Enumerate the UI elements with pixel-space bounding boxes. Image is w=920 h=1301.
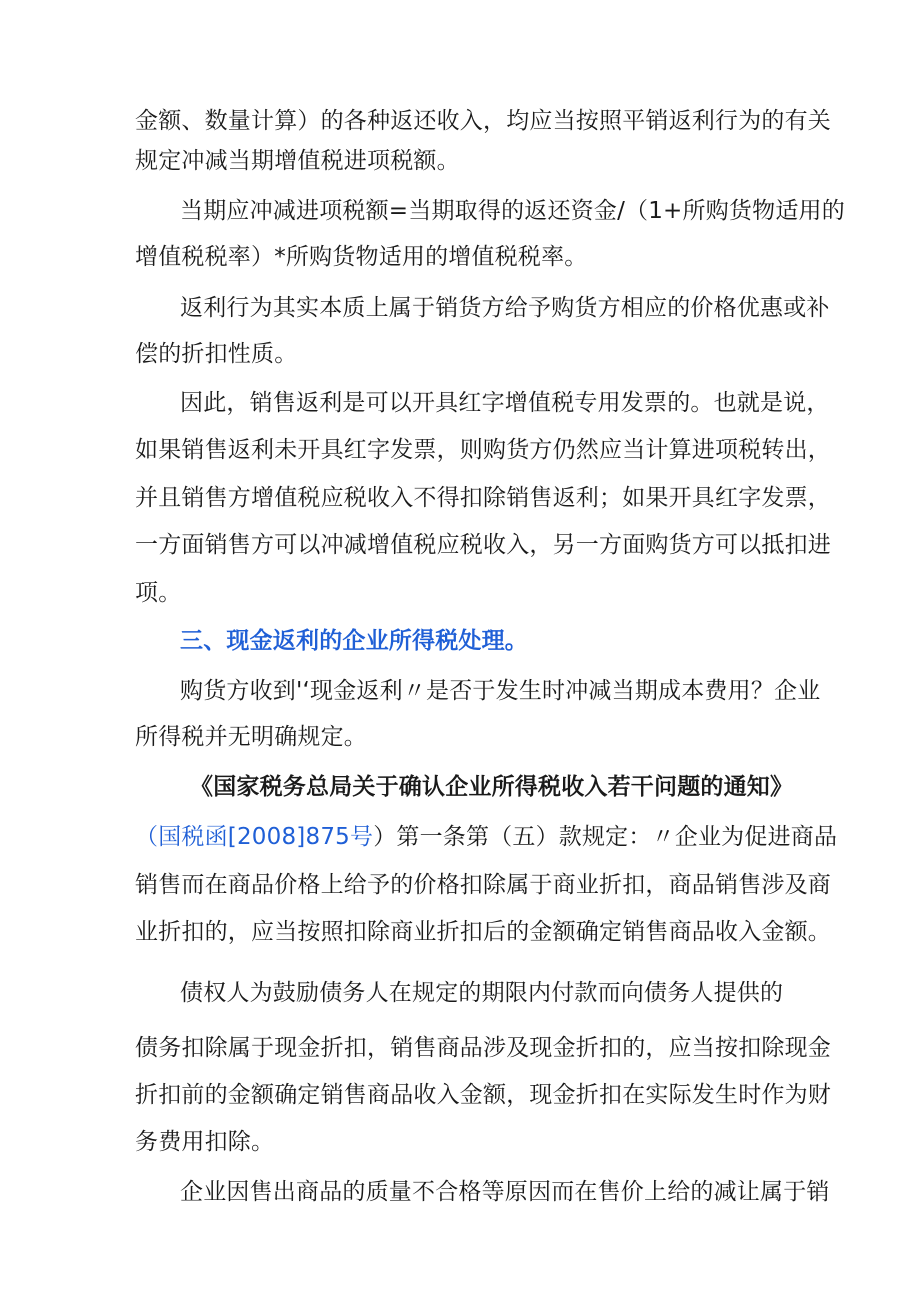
paragraph-8-line-1: [135, 822, 837, 852]
paragraph-3-line-2: 偿的折扣性质。: [135, 341, 298, 367]
paragraph-10-line-3: 务费用扣除。: [135, 1129, 275, 1155]
paragraph-4-line-1: 因此，销售返利是可以开具红字增值税专用发票的。也就是说，: [180, 390, 830, 416]
paragraph-2-line-1: 当期应冲减进项税额=当期取得的返还资金/（1+所购货物适用的: [180, 198, 845, 224]
paragraph-2-line-2: 增值税税率）*所购货物适用的增值税税率。: [135, 244, 588, 270]
paragraph-4-line-4: 一方面销售方可以冲减增值税应税收入，另一方面购货方可以抵扣进: [135, 532, 831, 558]
paragraph-1-line-2: 规定冲减当期增值税进项税额。: [135, 148, 460, 174]
paragraph-10-line-2: 折扣前的金额确定销售商品收入金额，现金折扣在实际发生时作为财: [135, 1082, 831, 1108]
document-reference-link[interactable]: （国税函[2008]875号: [135, 824, 374, 850]
paragraph-1-line-1: 金额、数量计算）的各种返还收入，均应当按照平销返利行为的有关: [135, 108, 831, 134]
paragraph-8-line-1-text: ）第一条第（五）款规定：〃企业为促进商品: [373, 824, 838, 850]
section-heading: 三、现金返利的企业所得税处理。: [180, 628, 528, 654]
paragraph-4-line-5: 项。: [135, 580, 182, 606]
paragraph-4-line-3: 并且销售方增值税应税收入不得扣除销售返利；如果开具红字发票，: [135, 485, 831, 511]
paragraph-6-line-2: 所得税并无明确规定。: [135, 724, 367, 750]
notice-title: 《国家税务总局关于确认企业所得税收入若干问题的通知》: [190, 774, 794, 800]
paragraph-10-line-1: 债务扣除属于现金折扣，销售商品涉及现金折扣的，应当按扣除现金: [135, 1035, 831, 1061]
paragraph-11-line-1: 企业因售出商品的质量不合格等原因而在售价上给的减让属于销: [180, 1179, 830, 1205]
paragraph-4-line-2: 如果销售返利未开具红字发票，则购货方仍然应当计算进项税转出，: [135, 437, 831, 463]
paragraph-8-line-3: 业折扣的，应当按照扣除商业折扣后的金额确定销售商品收入金额。: [135, 919, 831, 945]
paragraph-8-line-2: 销售而在商品价格上给予的价格扣除属于商业折扣，商品销售涉及商: [135, 872, 831, 898]
paragraph-9-line-1: 债权人为鼓励债务人在规定的期限内付款而向债务人提供的: [180, 980, 784, 1006]
paragraph-3-line-1: 返利行为其实本质上属于销货方给予购货方相应的价格优惠或补: [180, 295, 830, 321]
paragraph-6-line-1: 购货方收到'‘现金返利〃是否于发生时冲减当期成本费用？企业: [180, 678, 821, 704]
